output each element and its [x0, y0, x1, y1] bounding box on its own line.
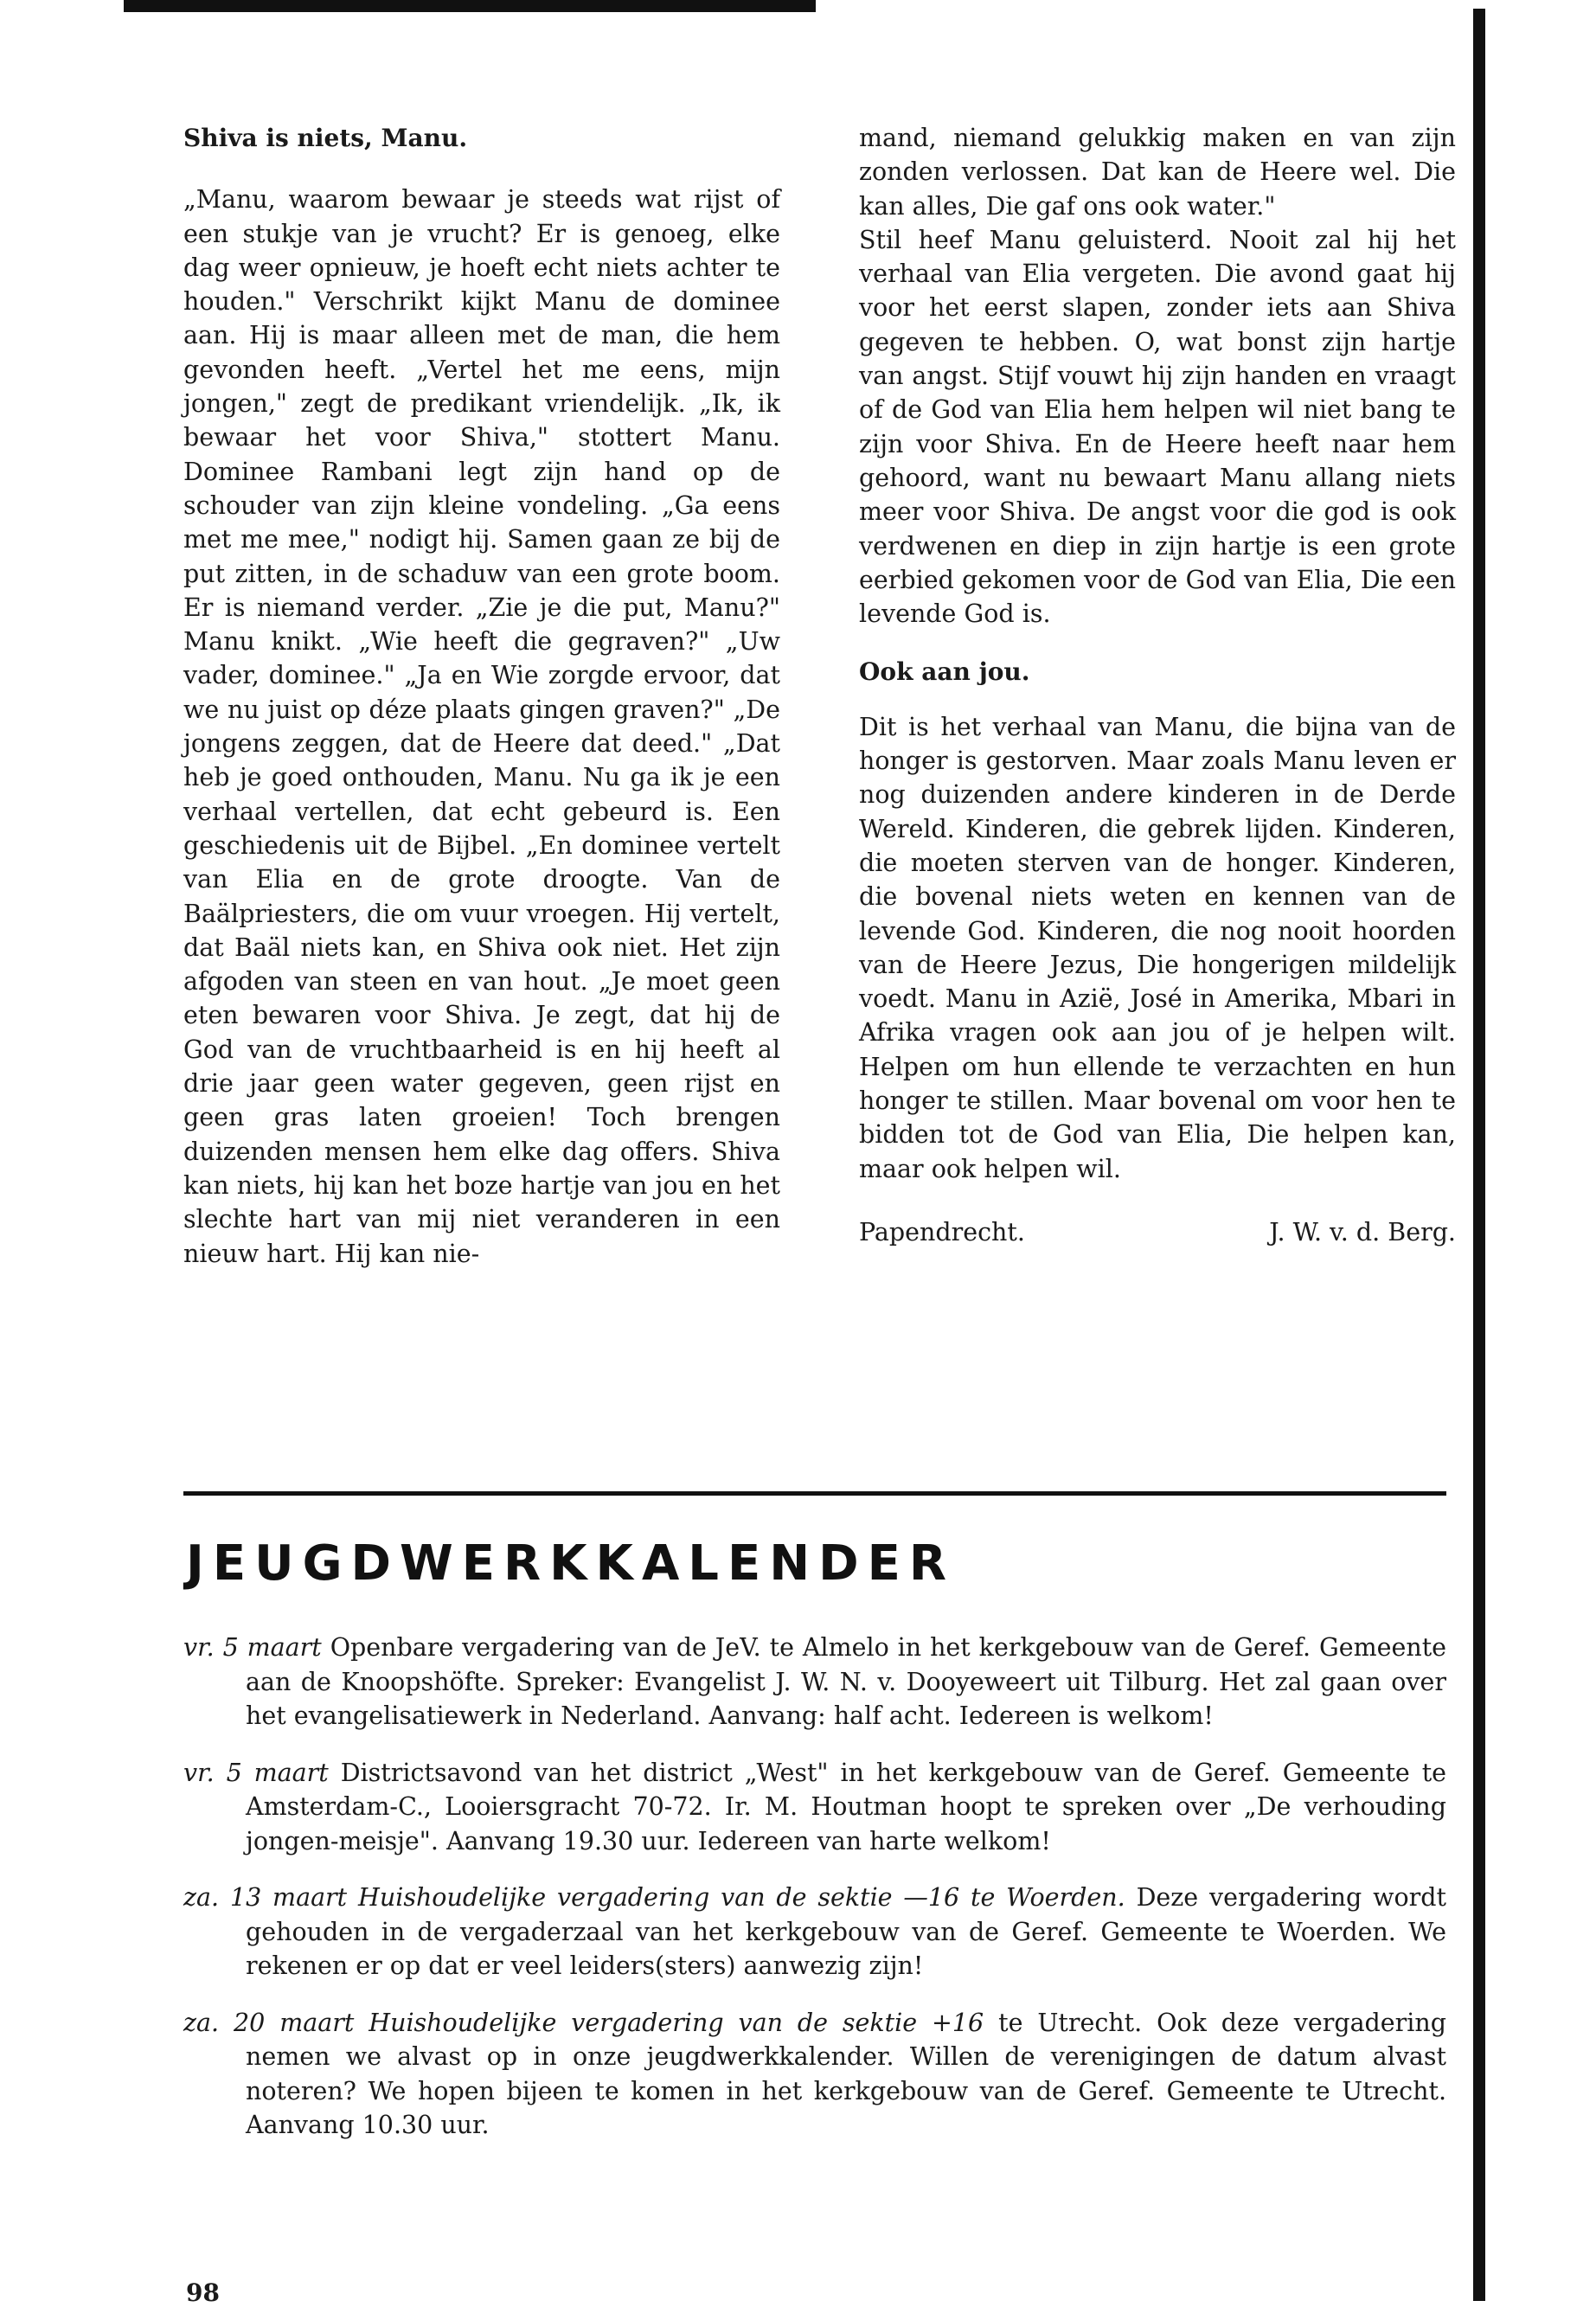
signoff-author: J. W. v. d. Berg. [1269, 1217, 1456, 1246]
page-number: 98 [186, 2278, 220, 2307]
entry-day: vr. [183, 1633, 215, 1662]
signoff-place: Papendrecht. [859, 1217, 1025, 1246]
kalender-list [183, 1631, 1446, 2165]
entry-day: vr. [183, 1758, 215, 1787]
scan-edge-rule [1473, 9, 1485, 2301]
entry-italic-title: Huishoudelijke vergadering van de sektie —16 te Woerden. [358, 1883, 1125, 1912]
entry-text: te Utrecht. Ook deze vergadering nemen we alvast op in onze jeugdwerkkalender. Willen de verenigingen de datum alvast noteren? We hopen bijeen te komen in het kerkgebouw van de Geref. Gemeente te Utrecht. Aanvang 10.30 uur. [246, 2008, 1447, 2139]
entry-date: 20 maart [234, 2008, 355, 2037]
entry-italic-title: Huishoudelijke vergadering van de sektie +16 [369, 2008, 984, 2037]
article-paragraph: „Manu, waarom bewaar je steeds wat rijst of een stukje van je vrucht? Er is genoeg, elke dag weer opnieuw, je hoeft echt niets achter te houden." Verschrikt kijkt Manu de dominee aan. Hij is maar alleen met de man, die hem gevonden heeft. „Vertel het me eens, mijn jongen," zegt de predikant vriendelijk. „Ik, ik bewaar het voor Shiva," stottert Manu. Dominee Rambani legt zijn hand op de schouder van zijn kleine vondeling. „Ga eens met me mee," nodigt hij. Samen gaan ze bij de put zitten, in de schaduw van een grote boom. Er is niemand verder. „Zie je die put, Manu?" Manu knikt. „Wie heeft die gegraven?" „Uw vader, dominee." „Ja en Wie zorgde ervoor, dat we nu juist op déze plaats gingen graven?" „De jongens zeggen, dat de Heere dat deed." „Dat heb je goed onthouden, Manu. Nu ga ik je een verhaal vertellen, dat echt gebeurd is. Een geschiedenis uit de Bijbel. „En dominee vertelt van Elia en de grote droogte. Van de Baälpriesters, die om vuur vroegen. Hij vertelt, dat Baäl niets kan, en Shiva ook niet. Het zijn afgoden van steen en van hout. „Je moet geen eten bewaren voor Shiva. Je zegt, dat hij de God van de vruchtbaarheid is en hij heeft al drie jaar geen water gegeven, geen rijst en geen gras laten groeien! Toch brengen duizenden mensen hem elke dag offers. Shiva kan niets, hij kan het boze hartje van jou en het slechte hart van mij niet veranderen in een nieuw hart. Hij kan nie- [183, 185, 780, 1268]
kalender-entry [183, 1881, 1446, 1983]
entry-day: za. [183, 2008, 220, 2037]
article-column-right [859, 121, 1456, 1249]
kalender-entry [183, 1756, 1446, 1859]
entry-date: 13 maart [229, 1883, 348, 1912]
article-column-left [183, 121, 780, 1271]
entry-text: Districtsavond van het district „West" in het kerkgebouw van de Geref. Gemeente te Amsterdam-C., Looiersgracht 70-72. Ir. M. Houtman hoopt te spreken over „De verhouding jongen-meisje". Aanvang 19.30 uur. Iedereen van harte welkom! [246, 1758, 1447, 1855]
entry-date: 5 maart [222, 1633, 322, 1662]
entry-text: Deze vergadering wordt gehouden in de vergaderzaal van het kerkgebouw van de Geref. Gemeente te Woerden. We rekenen er op dat er veel leiders(sters) aanwezig zijn! [246, 1883, 1447, 1980]
entry-text: Openbare vergadering van de JeV. te Almelo in het kerkgebouw van de Geref. Gemeente aan de Knoopshöfte. Spreker: Evangelist J. W. N. v. Dooyeweert uit Tilburg. Het zal gaan over het evangelisatiewerk in Nederland. Aanvang: half acht. Iedereen is welkom! [246, 1633, 1447, 1730]
entry-day: za. [183, 1883, 220, 1912]
kalender-entry [183, 2006, 1446, 2143]
kalender-title: JEUGDWERKKALENDER [186, 1535, 955, 1592]
article-paragraph: Dit is het verhaal van Manu, die bijna van de honger is gestorven. Maar zoals Manu leven er nog duizenden andere kinderen in de Derde Wereld. Kinderen, die gebrek lijden. Kinderen, die moeten sterven van de honger. Kinderen, die bovenal niets weten en kennen van de levende God. Kinderen, die nog nooit hoorden van de Heere Jezus, Die hongerigen mildelijk voedt. Manu in Azië, José in Amerika, Mbari in Afrika vragen ook aan jou of je helpen wilt. Helpen om hun ellende te verzachten en hun honger te stillen. Maar bovenal om voor hen te bidden tot de God van Elia, Die helpen kan, maar ook helpen wil. [859, 712, 1456, 1183]
article-paragraph: mand, niemand gelukkig maken en van zijn zonden verlossen. Dat kan de Heere wel. Die kan alles, Die gaf ons ook water." [859, 124, 1456, 221]
kalender-entry [183, 1631, 1446, 1733]
section-heading: Ook aan jou. [859, 657, 1030, 687]
entry-date: 5 maart [226, 1758, 329, 1787]
top-rule [124, 0, 816, 12]
article-heading: Shiva is niets, Manu. [183, 124, 468, 152]
section-divider [183, 1491, 1446, 1496]
article-paragraph: Stil heef Manu geluisterd. Nooit zal hij het verhaal van Elia vergeten. Die avond gaat hij voor het eerst slapen, zonder iets aan Shiva gegeven te hebben. O, wat bonst zijn hartje van angst. Stijf vouwt hij zijn handen en vraagt of de God van Elia hem helpen wil niet bang te zijn voor Shiva. En de Heere heeft naar hem gehoord, want nu bewaart Manu allang niets meer voor Shiva. De angst voor die god is ook verdwenen en diep in zijn hartje is een grote eerbied gekomen voor de God van Elia, Die een levende God is. [859, 225, 1456, 629]
signoff [859, 1215, 1456, 1249]
